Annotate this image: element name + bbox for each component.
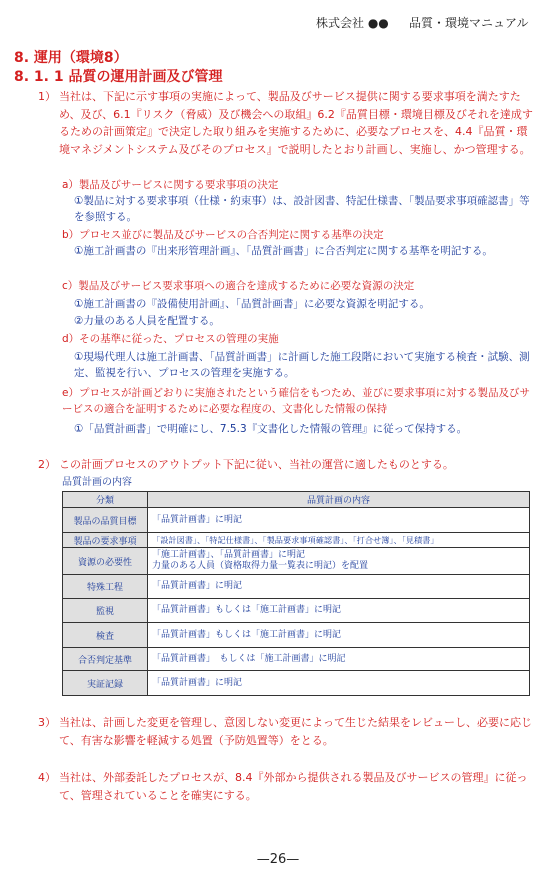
item1-sub-c-detail-1: ①施工計画書の『設備使用計画』、「品質計画書」に必要な資源を明記する。: [74, 298, 430, 310]
table-cell-line: 「品質計画書」もしくは「施工計画書」に明記: [152, 605, 342, 615]
table-cell-content: [148, 533, 530, 548]
table-cell-line: 「施工計画書」、「品質計画書」に明記: [152, 550, 306, 560]
table-cell-line: 「品質計画書」に明記: [152, 677, 243, 688]
table-cell-content: [148, 508, 530, 533]
item1-sub-c-detail-2: ②力量のある人員を配置する。: [74, 315, 220, 327]
item3-text: 当社は、計画した変更を管理し、意図しない変更によって生じた結果をレビューし、必要に応じて、有害な影響を軽減する処置（予防処置等）をとる。: [59, 716, 532, 747]
table-cell-content: [148, 548, 530, 575]
table-header-row: [63, 492, 530, 508]
subsection-title: 8. 1. 1 品質の運用計画及び管理: [14, 69, 223, 85]
table-row: [63, 533, 530, 548]
table-row: [63, 508, 530, 533]
table-header-content: 品質計画の内容: [148, 492, 530, 508]
table-cell-content: [148, 599, 530, 623]
item1-sub-d-detail: ①現場代理人は施工計画書、「品質計画書」に計画した施工段階において実施する検査・試験、測定、監視を行い、プロセスの管理を実施する。: [74, 351, 530, 379]
table-cell-line: 「品質計画書」に明記: [152, 514, 243, 525]
table-cell-content: [148, 671, 530, 696]
item4-text: 当社は、外部委託したプロセスが、8.4『外部から提供される製品及びサービスの管理』に従って、管理されていることを確実にする。: [59, 771, 528, 802]
table-cell-category: 製品の要求事項: [63, 533, 148, 548]
page-number: —26—: [256, 852, 300, 867]
company-name: 株式会社 ●●: [316, 16, 389, 30]
manual-title: 品質・環境マニュアル: [409, 16, 529, 30]
table-cell-content: [148, 623, 530, 648]
item1-sub-e-label: e）プロセスが計画どおりに実施されたという確信をもつため、並びに要求事項に対する製品及びサービスの適合を証明するために必要な程度の、文書化した情報の保持: [62, 387, 531, 415]
table-row: [63, 623, 530, 648]
item1-sub-e-detail: ①「品質計画書」で明確にし、7.5.3『文書化した情報の管理』に従って保持する。: [74, 423, 468, 435]
item4-number: 4）: [38, 771, 56, 784]
table-cell-content: [148, 575, 530, 599]
table-caption: 品質計画の内容: [62, 477, 132, 488]
item1-sub-d-label: d）その基準に従った、プロセスの管理の実施: [62, 333, 279, 345]
table-cell-category: 資源の必要性: [63, 548, 148, 575]
table-cell-line: 「設計図書」、「特記仕様書」、「製品要求事項確認書」、「打合せ簿」、「見積書」: [152, 534, 439, 545]
table-row: [63, 648, 530, 671]
table-cell-category: 実証記録: [63, 671, 148, 696]
table-cell-line: 「品質計画書」に明記: [152, 581, 243, 591]
table-row: [63, 599, 530, 623]
quality-plan-table: [62, 491, 530, 696]
item1-sub-b-detail: ①施工計画書の『出来形管理計画』、「品質計画書」に合否判定に関する基準を明記する。: [74, 245, 493, 257]
table-cell-category: 特殊工程: [63, 575, 148, 599]
table-row: [63, 671, 530, 696]
item3-number: 3）: [38, 716, 56, 729]
item1-sub-c-label: c）製品及びサービス要求事項への適合を達成するために必要な資源の決定: [62, 280, 415, 292]
item1-text: 当社は、下記に示す事項の実施によって、製品及びサービス提供に関する要求事項を満たすため、及び、6.1『リスク（脅威）及び機会への取組』6.2『品質目標・環境目標及びそれを達成するための計画策定』で決定した取り組みを実施するために、必要なプロセスを、4.4『品質・環境マネジメントシステム及びそのプロセス』で説明したとおり計画し、実施し、かつ管理する。: [59, 90, 533, 156]
item1-sub-a-detail: ①製品に対する要求事項（仕様・約束事）は、設計図書、特記仕様書、「製品要求事項確認書」等を参照する。: [74, 195, 530, 223]
item1-sub-b-label: b）プロセス並びに製品及びサービスの合否判定に関する基準の決定: [62, 229, 384, 241]
item2-number: 2）: [38, 458, 56, 471]
table-header-category: 分類: [63, 492, 148, 508]
table-cell-category: 製品の品質目標: [63, 508, 148, 533]
table-cell-line: 力量のある人員（資格取得力量一覧表に明記）を配置: [152, 561, 369, 571]
item1-number: 1）: [38, 90, 56, 103]
table-row: [63, 575, 530, 599]
table-cell-category: 合否判定基準: [63, 648, 148, 671]
table-cell-line: 「品質計画書」 もしくは「施工計画書」に明記: [152, 653, 346, 664]
item1-sub-a-label: a）製品及びサービスに関する要求事項の決定: [62, 179, 279, 191]
table-cell-line: 「品質計画書」もしくは「施工計画書」に明記: [152, 629, 342, 640]
table-cell-category: 検査: [63, 623, 148, 648]
item2-text: この計画プロセスのアウトプット下記に従い、当社の運営に適したものとする。: [59, 458, 454, 471]
table-cell-content: [148, 648, 530, 671]
section-title: 8. 運用（環境8）: [14, 50, 128, 66]
table-cell-category: 監視: [63, 599, 148, 623]
table-row: [63, 548, 530, 575]
